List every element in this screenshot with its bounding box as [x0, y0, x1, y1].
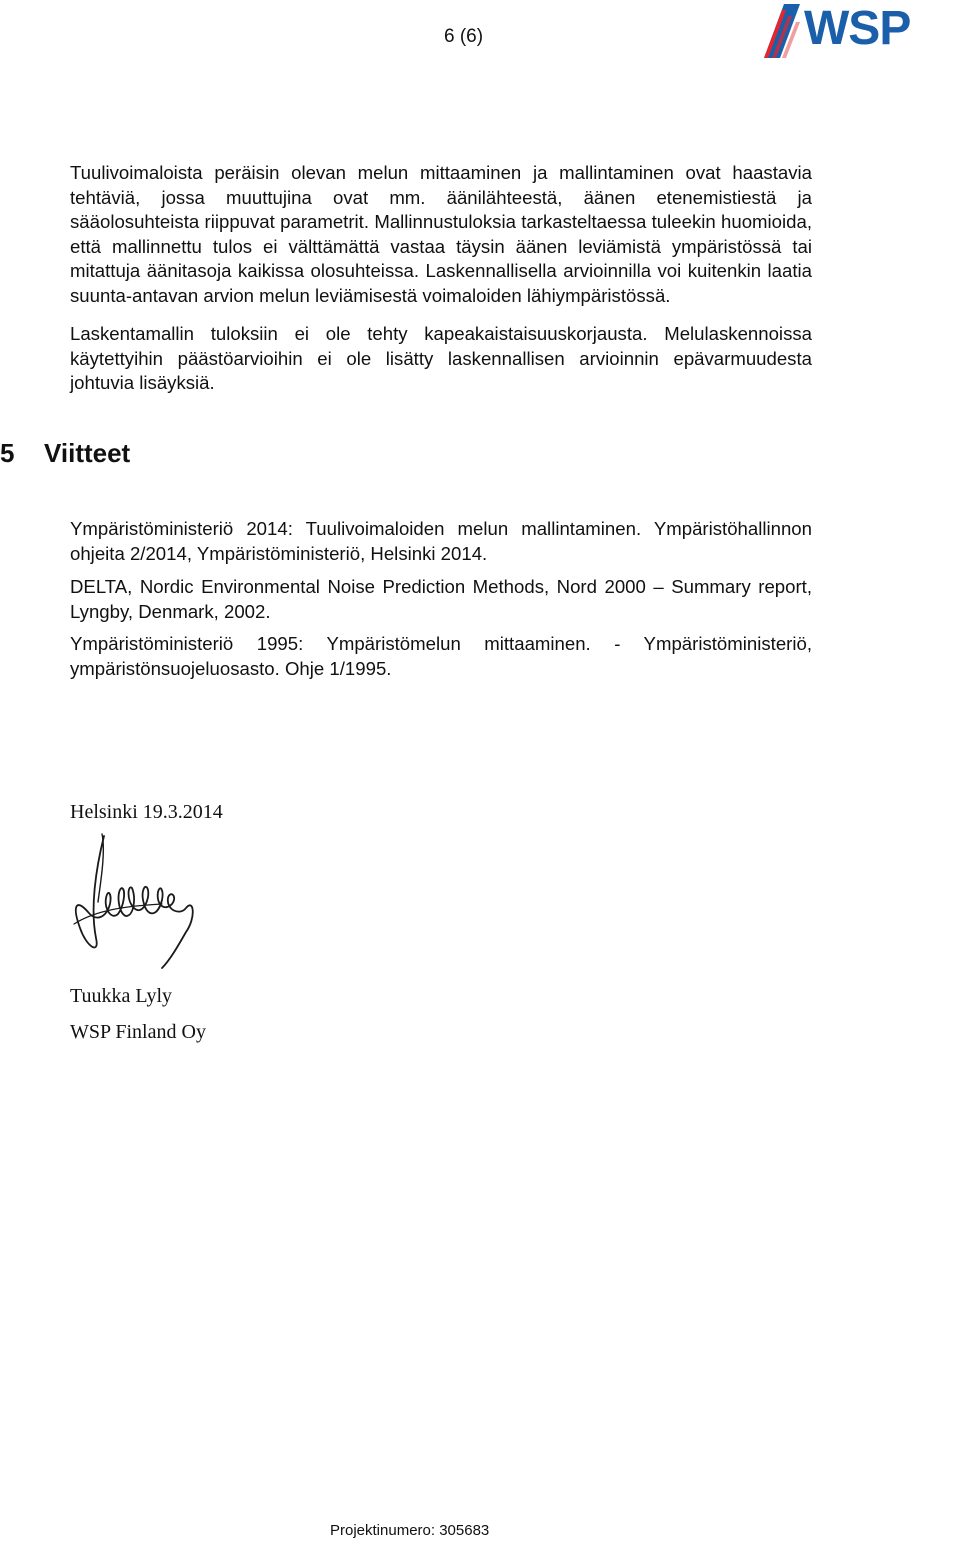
logo-wordmark: WSP: [804, 2, 911, 55]
handwritten-signature: [66, 828, 211, 973]
section-title: Viitteet: [44, 438, 131, 468]
wsp-logo: [760, 0, 960, 64]
signer-name: Tuukka Lyly: [70, 985, 173, 1007]
reference-item: DELTA, Nordic Environmental Noise Prediction Methods, Nord 2000 – Summary report, Lyngby, Denmark, 2002.: [70, 576, 812, 622]
signer-company: WSP Finland Oy: [70, 1021, 206, 1043]
section-heading: [0, 437, 130, 469]
reference-item: Ympäristöministeriö 2014: Tuulivoimaloiden melun mallintaminen. Ympäristöhallinnon ohjeita 2/2014, Ympäristöministeriö, Helsinki 2014.: [70, 518, 812, 564]
page-number: 6 (6): [444, 26, 484, 47]
project-number-footer: Projektinumero: 305683: [330, 1522, 490, 1539]
section-number: 5: [0, 438, 15, 468]
body-paragraph-2: Laskentamallin tuloksiin ei ole tehty kapeakaistaisuuskorjausta. Melulaskennoissa käytettyihin päästöarvioihin ei ole lisätty laskennallisen arvioinnin epävarmuudesta johtuvia lisäyksiä.: [70, 323, 812, 393]
reference-item: Ympäristöministeriö 1995: Ympäristömelun mittaaminen. - Ympäristöministeriö, ympäristönsuojeluosasto. Ohje 1/1995.: [70, 633, 812, 679]
body-paragraph-1: Tuulivoimaloista peräisin olevan melun mittaaminen ja mallintaminen ovat haastavia tehtäviä, jossa muuttujina ovat mm. äänilähteestä, äänen etenemistiestä ja sääolosuhteista riippuvat parametrit. Mallinnustuloksia tarkasteltaessa tuleekin huomioida, että mallinnettu tulos ei välttämättä vastaa täysin äänen leviämistä ympäristössä tai mitattuja äänitasoja kaikissa olosuhteissa. Laskennallisella arvioinnilla voi kuitenkin laatia suunta-antavan arvion melun leviämisestä voimaloiden lähiympäristössä.: [70, 162, 812, 306]
place-date: Helsinki 19.3.2014: [70, 801, 223, 823]
